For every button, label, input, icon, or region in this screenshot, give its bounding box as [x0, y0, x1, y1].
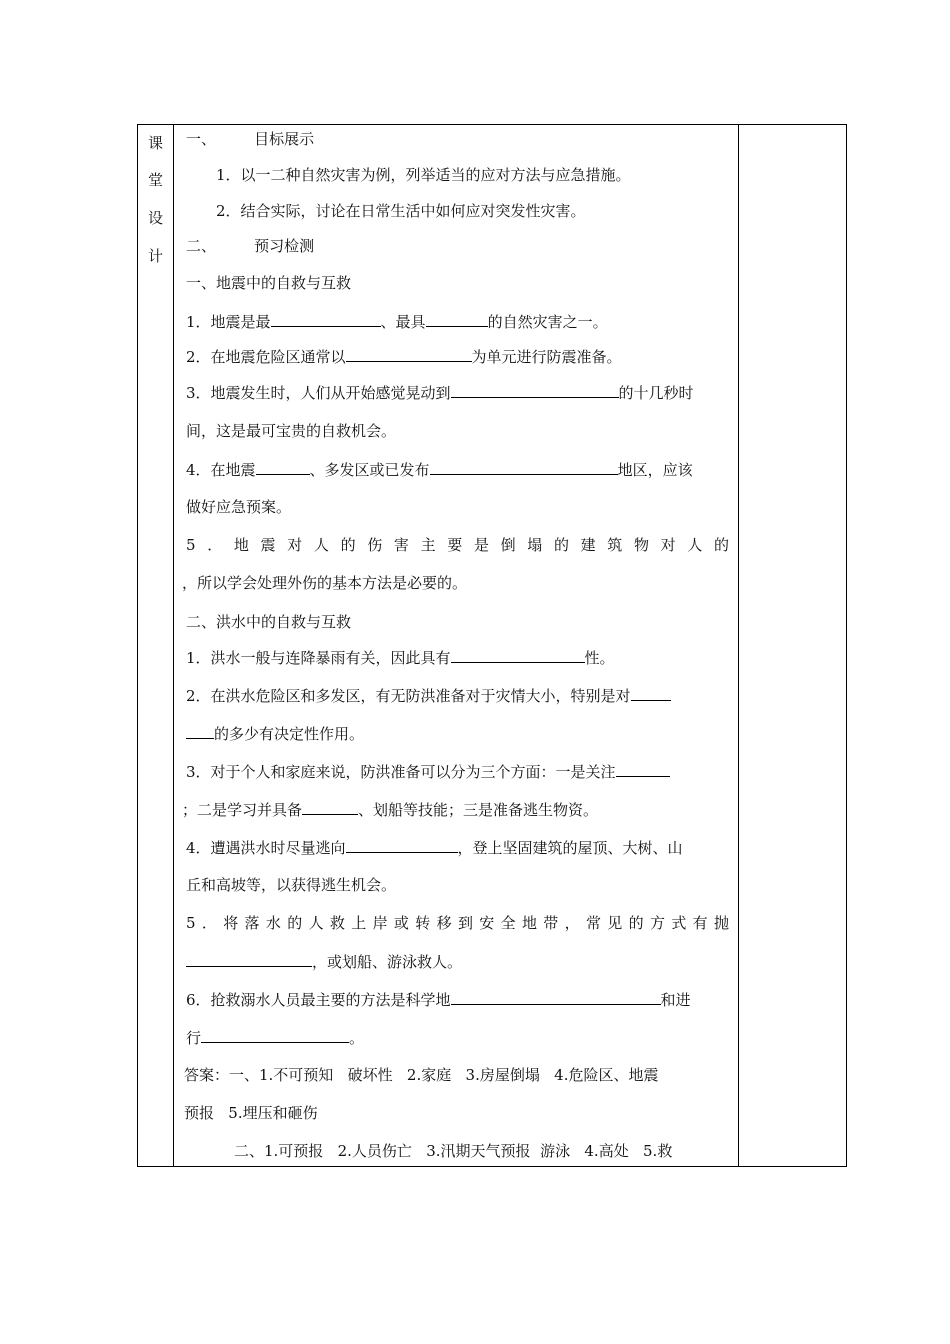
- answer-key-line: 答案：一、1.不可预知 破坏性 2.家庭 3.房屋倒塌 4.危险区、地震: [184, 1066, 659, 1084]
- answer-blank[interactable]: [201, 1027, 349, 1043]
- answer-blank[interactable]: [430, 459, 618, 475]
- answer-blank[interactable]: [271, 311, 381, 327]
- answer-blank[interactable]: [631, 685, 671, 701]
- question-line: 做好应急预案。: [186, 498, 292, 516]
- goal-item: 1．以一二种自然灾害为例，列举适当的应对方法与应急措施。: [216, 166, 631, 184]
- answer-blank[interactable]: [302, 799, 358, 815]
- answer-blank[interactable]: [451, 989, 661, 1005]
- answer-blank[interactable]: [256, 459, 310, 475]
- side-label-char: 课: [147, 134, 163, 152]
- question-line: 间，这是最可宝贵的自救机会。: [186, 422, 397, 440]
- question-line: 4．遭遇洪水时尽量逃向 ，登上坚固建筑的屋顶、大树、山: [186, 839, 683, 857]
- answer-key-line: 预报 5.埋压和砸伤: [184, 1104, 318, 1122]
- answer-blank[interactable]: [186, 723, 214, 739]
- question-line: 的多少有决定性作用。: [186, 723, 364, 744]
- question-line: 1．洪水一般与连降暴雨有关，因此具有 性。: [186, 649, 615, 667]
- answer-blank[interactable]: [451, 647, 585, 663]
- answer-blank[interactable]: [346, 346, 472, 362]
- side-label-char: 计: [147, 247, 163, 265]
- question-line: ，所以学会处理外伤的基本方法是必要的。: [182, 574, 468, 592]
- question-line: 6．抢救溺水人员最主要的方法是科学地 和进: [186, 991, 691, 1009]
- lesson-table: [137, 124, 847, 1167]
- answer-key-line: 二、1.可预报 2.人员伤亡 3.汛期天气预报 游泳 4.高处 5.救: [234, 1142, 673, 1160]
- answer-blank[interactable]: [426, 311, 488, 327]
- answer-blank[interactable]: [346, 837, 458, 853]
- subsection-title-flood: 二、洪水中的自救与互救: [186, 613, 352, 631]
- answer-blank[interactable]: [186, 951, 312, 967]
- goal-item: 2．结合实际，讨论在日常生活中如何应对突发性灾害。: [216, 202, 586, 220]
- section-heading-preview: 二、 预习检测: [186, 237, 315, 255]
- question-line: 4．在地震 、多发区或已发布 地区，应该: [186, 461, 693, 479]
- notes-column: [738, 125, 846, 1166]
- question-line: 丘和高坡等，以获得逃生机会。: [186, 876, 397, 894]
- question-line-justified: 5．地震对人的伤害主要是倒塌的建筑物对人的: [186, 536, 729, 554]
- question-line: 1．地震是最 、最具 的自然灾害之一。: [186, 313, 608, 331]
- content-column: [174, 125, 738, 1166]
- question-line: 2．在洪水危险区和多发区，有无防洪准备对于灾情大小，特别是对: [186, 685, 671, 706]
- subsection-title-earthquake: 一、地震中的自救与互救: [186, 274, 352, 292]
- side-label-char: 设: [147, 209, 163, 227]
- answer-blank[interactable]: [616, 761, 670, 777]
- side-label-char: 堂: [147, 171, 163, 189]
- question-line: 行 。: [186, 1029, 365, 1047]
- question-line: ；二是学习并具备 、划船等技能；三是准备逃生物资。: [182, 801, 599, 819]
- question-line: ，或划船、游泳救人。: [186, 951, 462, 972]
- side-label-column: [138, 125, 174, 1166]
- answer-blank[interactable]: [451, 382, 619, 398]
- question-line: 2．在地震危险区通常以 为单元进行防震准备。: [186, 348, 622, 366]
- section-heading-goals: 一、 目标展示: [186, 130, 315, 148]
- question-line: 3．对于个人和家庭来说，防洪准备可以分为三个方面：一是关注: [186, 761, 670, 782]
- question-line: 3．地震发生时，人们从开始感觉晃动到 的十几秒时: [186, 384, 694, 402]
- question-line-justified: 5．将落水的人救上岸或转移到安全地带，常见的方式有抛: [186, 914, 729, 932]
